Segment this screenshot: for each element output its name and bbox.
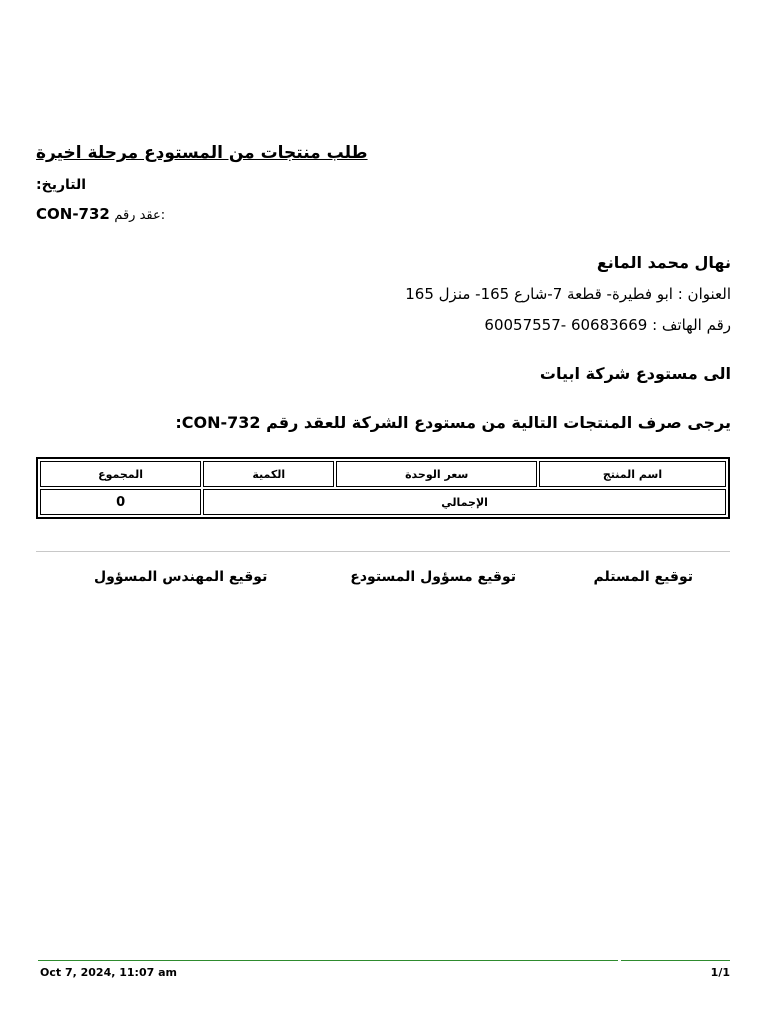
contract-label: عقد رقم: [114,208,166,223]
recipient-address: العنوان : ابو فطيرة- قطعة 7-شارع 165- منزل 165 [405,285,731,303]
footer-page-number: 1/1 [710,966,730,979]
contract-line [36,205,165,223]
date-label: التاريخ: [36,177,87,193]
footer-datetime: Oct 7, 2024, 11:07 am [40,966,177,979]
signature-engineer: توقيع المهندس المسؤول [94,569,268,585]
header-total: المجموع [40,461,201,487]
table-header-row [40,461,726,487]
products-table [36,457,730,519]
footer-rule [38,960,618,961]
total-label: الإجمالي [203,489,726,515]
total-value: 0 [40,489,201,515]
signature-warehouse-manager: توقيع مسؤول المستودع [350,569,516,585]
request-text: يرجى صرف المنتجات التالية من مستودع الشركة للعقد رقم CON-732: [175,413,731,432]
signature-receiver: توقيع المستلم [593,569,693,585]
products-table-wrapper [36,457,730,519]
contract-number: CON-732 [36,205,110,223]
footer-rule [621,960,730,961]
table-total-row [40,489,726,515]
header-quantity: الكمية [203,461,334,487]
recipient-name: نهال محمد المانع [596,253,731,272]
recipient-phone: رقم الهاتف : 60683669 -60057557 [484,316,731,334]
destination-warehouse: الى مستودع شركة ابيات [539,364,731,383]
header-product-name: اسم المنتج [539,461,726,487]
page-title: طلب منتجات من المستودع مرحلة اخيرة [36,143,368,163]
section-divider [36,551,730,552]
header-unit-price: سعر الوحدة [336,461,537,487]
